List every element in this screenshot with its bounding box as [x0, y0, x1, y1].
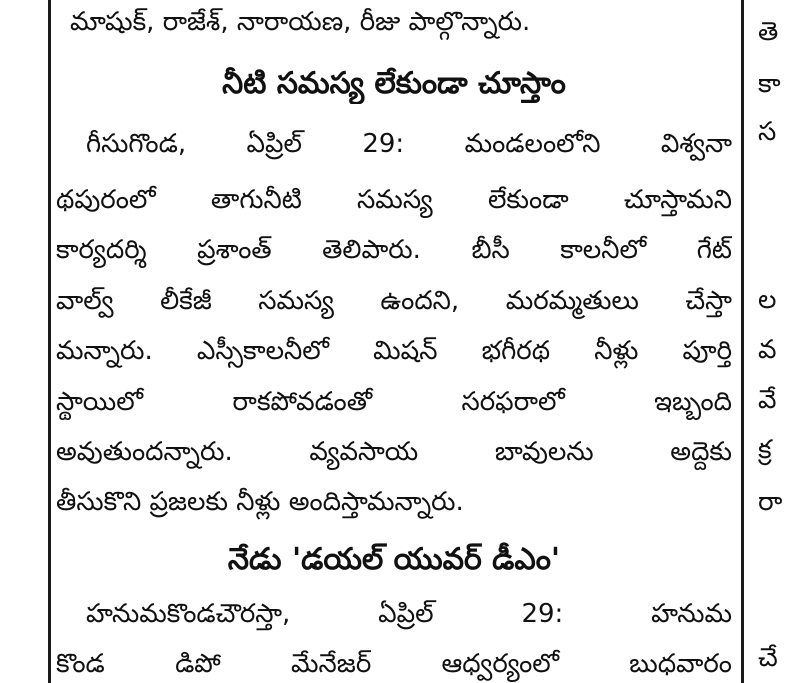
adjacent-text-fragment: చే — [758, 643, 778, 673]
body-line: వాల్వ్ లీకేజీ సమస్య ఉందని, మరమ్మతులు చేస్తా — [56, 286, 732, 316]
adjacent-text-fragment: వ — [758, 335, 777, 365]
body-line: మన్నారు. ఎస్సీకాలనీలో మిషన్ భగీరథ నీళ్లు పూర్తి — [56, 336, 732, 366]
adjacent-column-fragment — [752, 0, 800, 683]
article-tail-line: మాషుక్, రాజేశ్, నారాయణ, రీజు పాల్గొన్నారు. — [70, 7, 531, 37]
body-line: అవుతుందన్నారు. వ్యవసాయ బావులను అద్దెకు — [56, 437, 732, 467]
main-column — [56, 0, 732, 683]
adjacent-text-fragment: వే — [758, 385, 777, 415]
body-line: కొండ డిపో మేనేజర్ ఆధ్వర్యంలో బుధవారం — [56, 649, 732, 679]
body-line: హనుమకొండచౌరస్తా, ఏప్రిల్ 29: హనుమ — [86, 599, 732, 629]
body-line: థపురంలో తాగునీటి సమస్య లేకుండా చూస్తామని — [56, 185, 732, 215]
article-headline-water: నీటి సమస్య లేకుండా చూస్తాం — [222, 66, 566, 101]
adjacent-text-fragment: తె — [758, 17, 779, 47]
body-line: తీసుకొని ప్రజలకు నీళ్లు అందిస్తామన్నారు. — [56, 487, 464, 517]
adjacent-text-fragment: కా — [758, 69, 781, 99]
body-line: కార్యదర్శి ప్రశాంత్ తెలిపారు. బీసీ కాలనీలో గేట్ — [56, 235, 732, 265]
article-headline-dial-your-dm: నేడు 'డయల్ యువర్ డీఎం' — [227, 542, 561, 577]
column-rule-right — [741, 0, 744, 683]
adjacent-text-fragment: స — [758, 117, 777, 147]
body-line: గీసుగొండ, ఏప్రిల్ 29: మండలంలోని విశ్వనా — [86, 129, 732, 159]
adjacent-text-fragment: ల — [758, 285, 777, 315]
adjacent-text-fragment: క్ర — [758, 435, 772, 465]
column-rule-left — [48, 0, 51, 683]
body-line: స్థాయిలో రాకపోవడంతో సరఫరాలో ఇబ్బంది — [56, 387, 732, 417]
adjacent-text-fragment: రా — [758, 487, 783, 517]
